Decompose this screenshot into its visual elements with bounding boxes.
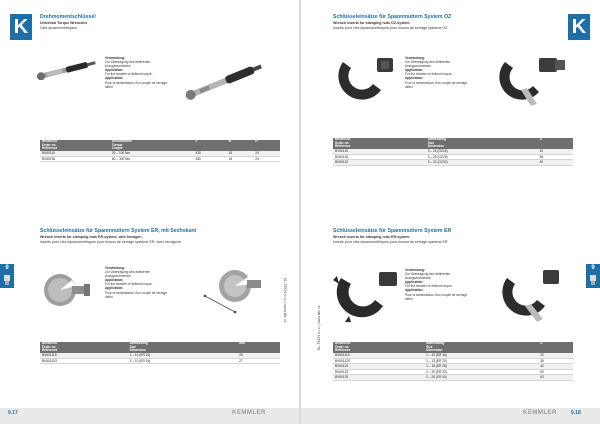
feature-text-3: Verwendung: Zur Übertragung des definierten Anzugsmomentes. Application: For the transfer of defined torque. Application: Pour la transmission d'un couple de serrage défini. — [105, 266, 168, 299]
section-subtitle-en: Wrench inserts for clamping nuts ER-system, with hexagon — [40, 235, 142, 239]
er-wrench-insert-image — [329, 262, 401, 326]
brand-footer: KEMMLER — [232, 410, 266, 416]
hexagon-wrench-insert-image — [36, 268, 96, 312]
section-subtitle-en: Universal Torque Wrenches — [40, 21, 88, 25]
table-row: BV60112S 1 – 13 (ER 20) 35 — [333, 358, 573, 364]
table-row: BV60125 2 – 26 (ER 40) 63 — [333, 375, 573, 381]
section-title-er-system: Schlüsseleinsätze für Spannmuttern System ER — [333, 228, 452, 234]
vertical-contact-text: KL-TECH s.r.o. | www.kltc.cz — [283, 278, 287, 323]
left-page — [0, 0, 299, 424]
product-table-er-system — [333, 342, 573, 381]
table-row: BV60111S 1 – 10 (ER 16) 25 — [40, 353, 280, 358]
right-page — [301, 0, 600, 424]
product-table-oz-system — [333, 138, 573, 166]
table-header: Bestell-Nr. Order no. Référence Abmessung Size Dimension D — [333, 138, 573, 149]
kemmler-logo: K — [568, 14, 590, 40]
chuck-icon — [2, 274, 12, 286]
section-title-oz-system: Schlüsseleinsätze für Spannmuttern System OZ — [333, 14, 452, 20]
hexagon-wrench-insert-image-2 — [195, 266, 285, 322]
page-number: 9.18 — [571, 410, 581, 416]
table-row: BV60115 1 – 16 (ER 25) 42 — [333, 364, 573, 370]
table-header: Bestell-Nr. Order no. Référence Abmessung Size Dimension mm — [40, 342, 280, 353]
section-subtitle-en: Wrench inserts for clamping nuts OZ-system — [333, 21, 410, 25]
table-row: BV60130 60 – 300 Nm 530 18 24 — [40, 156, 280, 162]
kemmler-logo: K — [10, 14, 32, 40]
torque-wrench-image-2 — [180, 56, 270, 106]
vertical-contact-text: KL-TECH s.r.o. | www.kltc.cz — [317, 305, 321, 350]
table-row: BV60110 20 – 100 Nm 430 18 24 — [40, 151, 280, 156]
brand-footer: KEMMLER — [523, 410, 557, 416]
feature-text-2: Verwendung: Zur Übertragung des definierten Anzugsmomentes. Application: For the transfer of defined torque. Application: Pour la transmission d'un couple de serrage défini. — [405, 56, 468, 89]
section-title-er-hexagon: Schlüsseleinsätze für Spannmuttern System ER, mit Sechskant — [40, 228, 197, 234]
chapter-tab[interactable]: 9 — [586, 264, 600, 288]
table-row: BV60132 3 – 32 (OZ32) 49 — [333, 160, 573, 166]
table-row: BV60125 3 – 25 (OZ25) 56 — [333, 154, 573, 160]
er-wrench-insert-image-2 — [491, 262, 571, 326]
table-header: Bestell-Nr. Order no. Référence Drehmoment Torque Couple L B H — [40, 140, 280, 151]
chuck-icon — [588, 274, 598, 286]
page-number: 9.17 — [8, 410, 18, 416]
table-row: BV60120 2 – 20 (ER 32) 50 — [333, 369, 573, 375]
table-row: BV60111G 1 – 10 (ER 16) 27 — [40, 358, 280, 364]
product-table-er-hexagon — [40, 342, 280, 364]
chapter-tab[interactable]: 9 — [0, 264, 14, 288]
oz-wrench-insert-image-2 — [491, 50, 571, 110]
oz-wrench-insert-image — [333, 50, 397, 106]
torque-wrench-image — [36, 58, 100, 80]
table-row: BV60111D 1 – 10 (ER 16) 32 — [333, 353, 573, 358]
feature-text-1: Verwendung: Zur Übertragung des definierten Anzugsmomentes. Application: For the transfer of defined torque. Application: Pour la transmission d'un couple de serrage défini. — [105, 56, 168, 89]
section-subtitle-en: Wrench inserts for clamping nuts ER-system — [333, 235, 410, 239]
section-subtitle-fr: Inserts pour clés dynamométriques pour écrous de serrage système ER — [333, 240, 448, 244]
feature-text-4: Verwendung: Zur Übertragung des definierten Anzugsmomentes. Application: For the transfer of defined torque. Application: Pour la transmission d'un couple de serrage défini. — [405, 268, 468, 301]
section-title-torque-wrenches: Drehmomentschlüssel — [40, 14, 96, 20]
section-subtitle-fr: Clés dynamométriques — [40, 26, 77, 30]
section-subtitle-fr: Inserts pour clés dynamométriques pour écrous de serrage système ER, avec hexagone — [40, 240, 181, 244]
table-row: BV60115 3 – 16 (OZ16) 40 — [333, 149, 573, 154]
table-header: Bestell-Nr. Order no. Référence Abmessung Size Dimension D — [333, 342, 573, 353]
product-table-torque-wrenches — [40, 140, 280, 162]
section-subtitle-fr: Inserts pour clés dynamométriques pour écrous de serrage système OZ — [333, 26, 448, 30]
